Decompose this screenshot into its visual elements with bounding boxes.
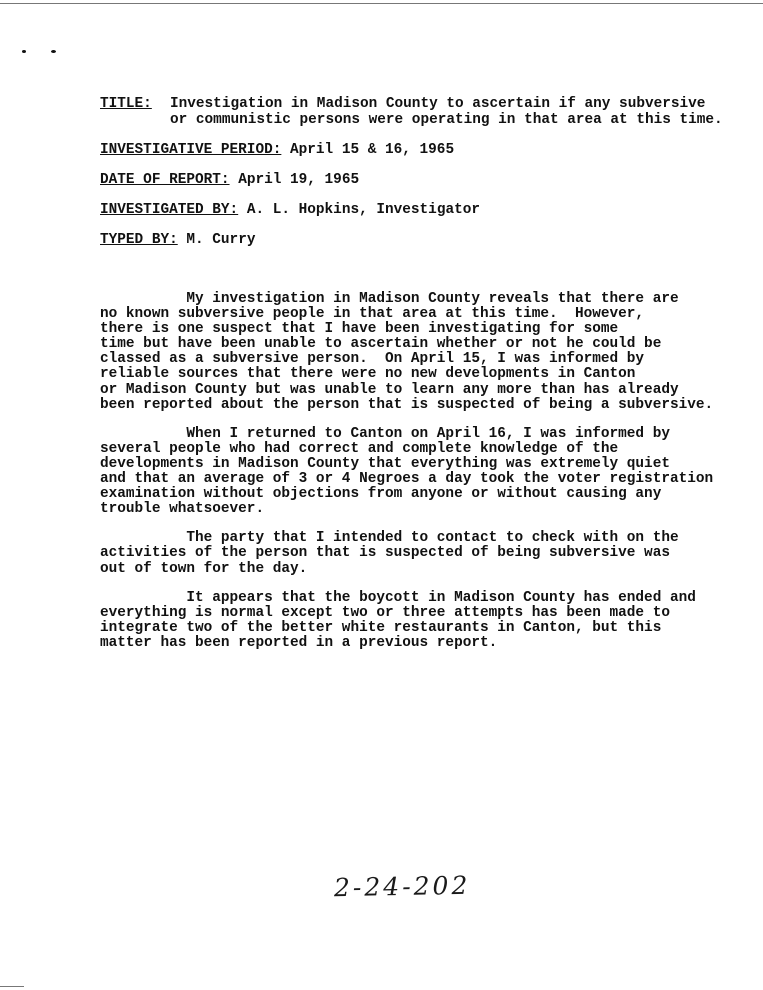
- body-line: or Madison County but was unable to learn any more than has already: [100, 381, 679, 398]
- body-line: examination without objections from anyone or without causing any: [100, 486, 662, 503]
- date-of-report-label: DATE OF REPORT:: [100, 172, 230, 188]
- scan-speck: [51, 50, 56, 53]
- report-body: [100, 292, 750, 651]
- body-line: The party that I intended to contact to check with on the: [100, 530, 679, 547]
- body-line: and that an average of 3 or 4 Negroes a day took the voter registration: [100, 471, 714, 488]
- body-line: When I returned to Canton on April 16, I was informed by: [100, 425, 670, 442]
- title-value-line-1: Investigation in Madison County to ascertain if any subversive: [170, 96, 706, 112]
- scan-edge-line: [0, 3, 763, 4]
- investigative-period-field: [100, 142, 454, 158]
- body-line: trouble whatsoever.: [100, 501, 265, 518]
- body-line: It appears that the boycott in Madison County has ended and: [100, 589, 696, 606]
- title-value-line-2: or communistic persons were operating in that area at this time.: [170, 112, 723, 128]
- investigative-period-value: April 15 & 16, 1965: [290, 142, 455, 158]
- body-line: developments in Madison County that everything was extremely quiet: [100, 455, 670, 472]
- body-line: integrate two of the better white restaurants in Canton, but this: [100, 619, 662, 636]
- typed-by-field: [100, 232, 255, 248]
- body-line: classed as a subversive person. On April 15, I was informed by: [100, 351, 645, 368]
- paragraph-spacer: [100, 413, 750, 427]
- body-line: out of town for the day.: [100, 560, 308, 577]
- body-line: there is one suspect that I have been investigating for some: [100, 321, 619, 338]
- date-of-report-field: [100, 172, 359, 188]
- date-of-report-value: April 19, 1965: [238, 172, 360, 188]
- title-field: [100, 96, 723, 128]
- body-line: reliable sources that there were no new developments in Canton: [100, 366, 636, 383]
- body-line: been reported about the person that is suspected of being a subversive.: [100, 396, 714, 413]
- body-paragraph: [100, 531, 750, 576]
- body-line: everything is normal except two or three attempts has been made to: [100, 604, 670, 621]
- paragraph-spacer: [100, 577, 750, 591]
- body-line: activities of the person that is suspected of being subversive was: [100, 545, 670, 562]
- title-label: TITLE:: [100, 96, 152, 112]
- body-line: time but have been unable to ascertain whether or not he could be: [100, 336, 662, 353]
- body-paragraph: [100, 292, 750, 413]
- body-paragraph: [100, 591, 750, 651]
- investigated-by-value: A. L. Hopkins, Investigator: [246, 202, 480, 218]
- body-line: My investigation in Madison County reveals that there are: [100, 291, 679, 307]
- body-line: matter has been reported in a previous report.: [100, 634, 498, 651]
- typed-by-label: TYPED BY:: [100, 232, 178, 248]
- body-line: several people who had correct and complete knowledge of the: [100, 440, 619, 457]
- body-paragraph: [100, 427, 750, 518]
- typed-by-value: M. Curry: [186, 232, 256, 248]
- handwritten-file-number: 2-24-202: [333, 870, 471, 903]
- investigative-period-label: INVESTIGATIVE PERIOD:: [100, 142, 282, 158]
- investigated-by-field: [100, 202, 480, 218]
- scan-edge-line: [0, 986, 24, 987]
- paragraph-spacer: [100, 517, 750, 531]
- investigated-by-label: INVESTIGATED BY:: [100, 202, 239, 218]
- body-line: no known subversive people in that area at this time. However,: [100, 306, 645, 323]
- scan-speck: [22, 50, 26, 53]
